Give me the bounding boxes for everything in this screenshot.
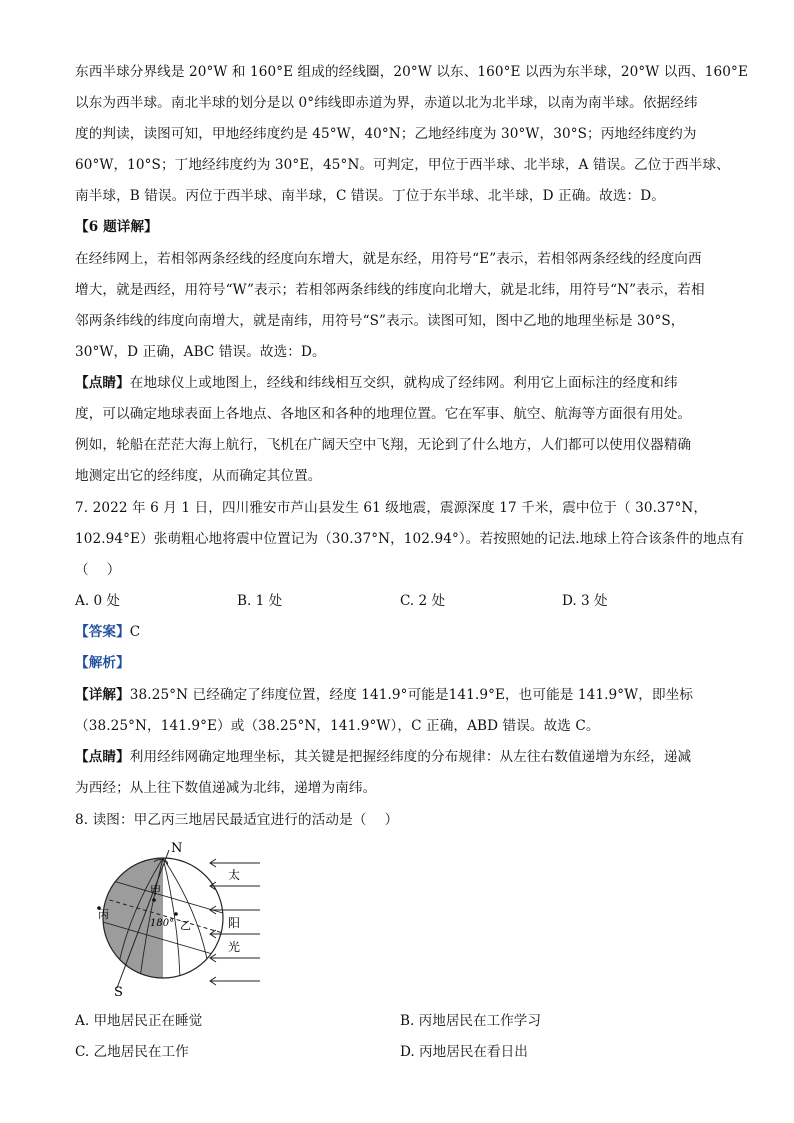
q7-line-2: 102.94°E）张萌粗心地将震中位置记为（30.37°N，102.94°）。若按照她的记法.地球上符合该条件的地点有 (75, 531, 745, 547)
answer-line (75, 623, 725, 641)
detail-line-1 (75, 686, 725, 704)
para2-line-1: 在经纬网上，若相邻两条经线的经度向东增大，就是东经，用符号“E”表示，若相邻两条经线的经度向西 (75, 251, 702, 267)
tip2-line-1 (75, 748, 725, 766)
q7-line-3: （ ） (75, 562, 121, 578)
tip2-line-2: 为西经；从上往下数值递减为北纬，递增为南纬。 (75, 780, 377, 796)
label-south: S (114, 985, 123, 1000)
point-jia (152, 898, 156, 902)
para2-line-3: 邻两条纬线的纬度向南增大，就是南纬，用符号“S”表示。读图可知，图中乙地的地理坐标是 30°S， (75, 313, 685, 329)
tip1-line-2: 度，可以确定地球表面上各地点、各地区和各种的地理位置。它在军事、航空、航海等方面很有用处。 (75, 406, 692, 422)
label-jia: 甲 (150, 884, 161, 897)
para2-line-2: 增大，就是西经，用符号“W”表示；若相邻两条纬线的纬度向北增大，就是北纬，用符号“N”表示，若相 (75, 282, 705, 298)
detail-heading: 【详解】 (75, 687, 130, 703)
tip2-text-1: 利用经纬网确定地理坐标，其关键是把握经纬度的分布规律：从左往右数值递增为东经，递减 (129, 749, 692, 765)
answer-value: C (129, 624, 141, 640)
para1-line-5: 南半球，B 错误。丙位于西半球、南半球，C 错误。丁位于东半球、北半球，D 正确。故选：D。 (75, 188, 665, 204)
label-yi: 乙 (180, 919, 191, 932)
q7-option-c[interactable]: C. 2 处 (400, 593, 446, 609)
label-bing: 丙 (98, 908, 109, 921)
sunlight-label-1: 太 (228, 868, 241, 882)
q8-option-c[interactable]: C. 乙地居民在工作 (75, 1044, 189, 1060)
tip1-line-4: 地测定出它的经纬度，从而确定其位置。 (75, 468, 322, 484)
analysis-heading: 【解析】 (75, 655, 130, 671)
sunlight-label-2: 阳 (228, 916, 241, 930)
para1-line-4: 60°W，10°S；丁地经纬度约为 30°E，45°N。可判定，甲位于西半球、北半球，A 错误。乙位于西半球、 (75, 157, 730, 173)
sunlight-label-3: 光 (228, 940, 241, 954)
q6-detail-heading: 【6 题详解】 (75, 219, 158, 235)
q7-option-d[interactable]: D. 3 处 (562, 593, 608, 609)
q7-option-a[interactable]: A. 0 处 (75, 593, 121, 609)
para2-line-4: 30°W，D 正确，ABC 错误。故选：D。 (75, 344, 326, 360)
detail-line-2: （38.25°N，141.9°E）或（38.25°N，141.9°W），C 正确，ABD 错误。故选 C。 (75, 718, 600, 734)
para1-line-1: 东西半球分界线是 20°W 和 160°E 组成的经线圈，20°W 以东、160°E 以西为东半球，20°W 以西、160°E (75, 64, 748, 80)
para1-line-3: 度的判读，读图可知，甲地经纬度约是 45°W，40°N；乙地经纬度为 30°W，30°S；丙地经纬度约为 (75, 126, 697, 142)
point-yi (174, 912, 178, 916)
q7-line-1: 7. 2022 年 6 月 1 日，四川雅安市芦山县发生 61 级地震，震源深度 17 千米，震中位于（ 30.37°N， (75, 500, 708, 516)
tip1-heading: 【点睛】 (75, 375, 130, 391)
label-180-degree: 180° (150, 918, 175, 929)
globe-diagram (68, 838, 268, 1000)
detail-text-1: 38.25°N 已经确定了纬度位置，经度 141.9°可能是141.9°E，也可能是 141.9°W，即坐标 (129, 687, 694, 703)
q7-option-b[interactable]: B. 1 处 (237, 593, 283, 609)
q8-option-a[interactable]: A. 甲地居民正在睡觉 (75, 1013, 203, 1029)
q8-option-b[interactable]: B. 丙地居民在工作学习 (400, 1013, 541, 1029)
para1-line-2: 以东为西半球。南北半球的划分是以 0°纬线即赤道为界，赤道以北为北半球，以南为南半球。依据经纬 (75, 95, 698, 111)
q8-option-d[interactable]: D. 丙地居民在看日出 (400, 1044, 528, 1060)
tip1-text-1: 在地球仪上或地图上，经线和纬线相互交织，就构成了经纬网。利用它上面标注的经度和纬 (129, 375, 678, 391)
tip1-line-1 (75, 374, 725, 392)
answer-heading: 【答案】 (75, 624, 130, 640)
q8-stem: 8. 读图：甲乙丙三地居民最适宜进行的活动是（ ） (75, 812, 399, 828)
tip2-heading: 【点睛】 (75, 749, 130, 765)
tip1-line-3: 例如，轮船在茫茫大海上航行，飞机在广阔天空中飞翔，无论到了什么地方，人们都可以使用仪器精确 (75, 437, 692, 453)
label-north: N (171, 841, 183, 856)
